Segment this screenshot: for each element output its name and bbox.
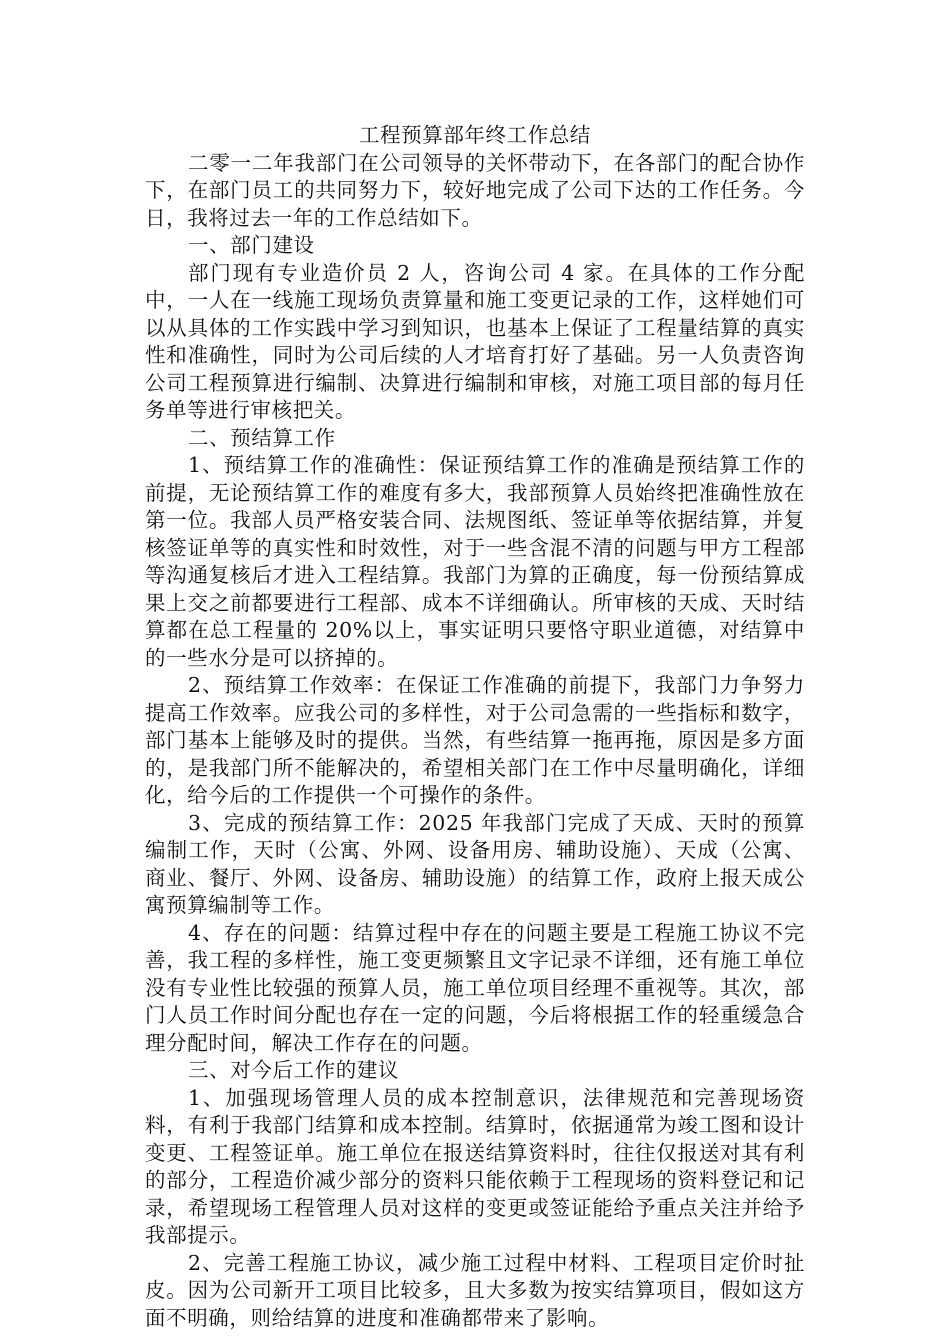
suggestion-paragraph-1: 1、加强现场管理人员的成本控制意识，法律规范和完善现场资料，有利于我部门结算和成本控制。结算时，依据通常为竣工图和设计变更、工程签证单。施工单位在报送结算资料时，往往仅报送对其有利的部分，工程造价减少部分的资料只能依赖于工程现场的资料登记和记录，希望现场工程管理人员对这样的变更或签证能给予重点关注并给予我部提示。 xyxy=(145,1085,805,1247)
suggestion-paragraph-2: 2、完善工程施工协议，减少施工过程中材料、工程项目定价时扯皮。因为公司新开工项目比较多，且大多数为按实结算项目，假如这方面不明确，则给结算的进度和准确都带来了影响。 xyxy=(145,1250,805,1330)
settlement-accuracy-paragraph: 1、预结算工作的准确性：保证预结算工作的准确是预结算工作的前提，无论预结算工作的难度有多大，我部预算人员始终把准确性放在第一位。我部人员严格安装合同、法规图纸、签证单等依据结算，并复核签证单等的真实性和时效性，对于一些含混不清的问题与甲方工程部等沟通复核后才进入工程结算。我部门为算的正确度，每一份预结算成果上交之前都要进行工程部、成本不详细确认。所审核的天成、天时结算都在总工程量的 20%以上，事实证明只要恪守职业道德，对结算中的一些水分是可以挤掉的。 xyxy=(145,453,805,670)
settlement-efficiency-paragraph: 2、预结算工作效率：在保证工作准确的前提下，我部门力争努力提高工作效率。应我公司的多样性，对于公司急需的一些指标和数字，部门基本上能够及时的提供。当然，有些结算一拖再拖，原因是多方面的，是我部门所不能解决的，希望相关部门在工作中尽量明确化，详细化，给今后的工作提供一个可操作的条件。 xyxy=(145,673,805,807)
department-paragraph: 部门现有专业造价员 2 人，咨询公司 4 家。在具体的工作分配中，一人在一线施工现场负责算量和施工变更记录的工作，这样她们可以从具体的工作实践中学习到知识，也基本上保证了工程量结算的真实性和准确性，同时为公司后续的人才培育打好了基础。另一人负责咨询公司工程预算进行编制、决算进行编制和审核，对施工项目部的每月任务单等进行审核把关。 xyxy=(145,260,805,422)
section-heading-suggestions: 三、对今后工作的建议 xyxy=(188,1058,400,1082)
section-heading-settlement: 二、预结算工作 xyxy=(188,425,336,450)
section-heading-department: 一、部门建设 xyxy=(188,233,315,257)
intro-paragraph: 二零一二年我部门在公司领导的关怀带动下，在各部门的配合协作下，在部门员工的共同努力下，较好地完成了公司下达的工作任务。今日，我将过去一年的工作总结如下。 xyxy=(145,150,805,230)
document-title: 工程预算部年终工作总结 xyxy=(358,123,592,147)
settlement-problems-paragraph: 4、存在的问题：结算过程中存在的问题主要是工程施工协议不完善，我工程的多样性，施工变更频繁且文字记录不详细，还有施工单位没有专业性比较强的预算人员，施工单位项目经理不重视等。其次，部门人员工作时间分配也存在一定的问题，今后将根据工作的轻重缓急合理分配时间，解决工作存在的问题。 xyxy=(145,920,805,1055)
document-body xyxy=(145,122,805,1332)
settlement-completed-paragraph: 3、完成的预结算工作：2025 年我部门完成了天成、天时的预算编制工作，天时（公寓、外网、设备用房、辅助设施）、天成（公寓、商业、餐厅、外网、设备房、辅助设施）的结算工作，政府上报天成公寓预算编制等工作。 xyxy=(145,810,805,917)
